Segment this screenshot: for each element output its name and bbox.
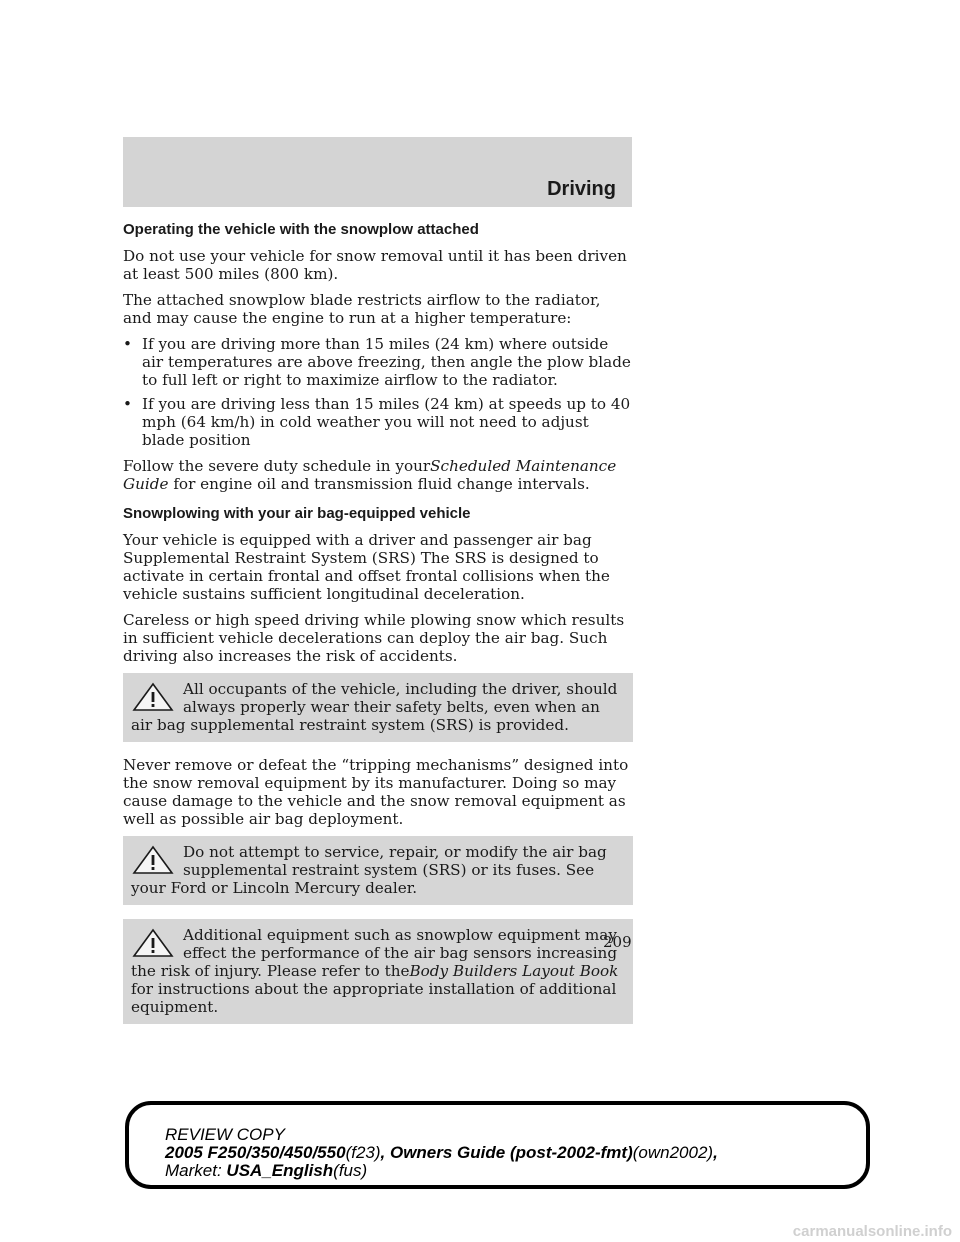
warning-triangle-icon <box>131 682 179 712</box>
market-value: USA_English <box>226 1161 334 1180</box>
paragraph: Do not use your vehicle for snow removal until it has been driven at least 500 miles (800 km). <box>123 247 627 283</box>
footer-text <box>165 1126 718 1180</box>
paragraph <box>123 457 633 493</box>
review-copy-label: REVIEW COPY <box>165 1125 285 1144</box>
market-label: Market: <box>165 1161 222 1180</box>
model-name: 2005 F250/350/450/550 <box>165 1143 346 1162</box>
warning-box <box>123 836 633 905</box>
paragraph: Never remove or defeat the “tripping mechanisms” designed into the snow removal equipment by its manufacturer. Doing so may cause damage to the vehicle and the snow removal equipment as well as possible air bag deployment. <box>123 756 629 828</box>
paragraph: The attached snowplow blade restricts airflow to the radiator, and may cause the engine to run at a higher temperature: <box>123 291 601 327</box>
warning-text: for instructions about the appropriate installation of additional equipment. <box>131 980 617 1016</box>
paragraph: Careless or high speed driving while plowing snow which results in sufficient vehicle decelerations can deploy the air bag. Such driving also increases the risk of accidents. <box>123 611 625 665</box>
bullet-icon: • <box>123 335 132 353</box>
warning-text: Additional equipment such as snowplow equipment may effect the performance of the air bag sensors increasing the risk of injury. Please refer to the <box>131 926 618 980</box>
section-title: Driving <box>547 178 616 200</box>
separator: , <box>713 1143 718 1162</box>
warning-triangle-icon <box>131 928 179 958</box>
header-band <box>123 137 632 207</box>
warning-triangle-icon <box>131 845 179 875</box>
warning-text: All occupants of the vehicle, including the driver, should always properly wear their safety belts, even when an air bag supplemental restraint system (SRS) is provided. <box>131 680 618 734</box>
section-heading-airbag: Snowplowing with your air bag-equipped vehicle <box>123 505 471 522</box>
page-number: 209 <box>603 933 632 951</box>
paragraph: Your vehicle is equipped with a driver and passenger air bag Supplemental Restraint System (SRS) The SRS is designed to activate in certain frontal and offset frontal collisions when the vehicle sustains sufficient longitudinal deceleration. <box>123 531 610 603</box>
list-item-text: If you are driving more than 15 miles (24 km) where outside air temperatures are above freezing, then angle the plow blade to full left or right to maximize airflow to the radiator. <box>142 335 631 389</box>
watermark: carmanualsonline.info <box>792 1223 952 1240</box>
guide-reference: Scheduled Maintenance Guide <box>123 457 617 493</box>
paragraph-text: Follow the severe duty schedule in your <box>123 457 431 475</box>
model-code: (f23) <box>345 1143 381 1162</box>
guide-code: (own2002) <box>632 1143 714 1162</box>
market-line <box>165 1162 718 1180</box>
list-item-text: If you are driving less than 15 miles (24 km) at speeds up to 40 mph (64 km/h) in cold weather you will not need to adjust blade position <box>142 395 631 449</box>
bullet-list <box>123 335 633 449</box>
bullet-icon: • <box>123 395 132 413</box>
section-heading-snowplow: Operating the vehicle with the snowplow attached <box>123 221 479 238</box>
guide-name: , Owners Guide (post-2002-fmt) <box>380 1143 633 1162</box>
warning-text: Do not attempt to service, repair, or modify the air bag supplemental restraint system (SRS) or its fuses. See your Ford or Lincoln Mercury dealer. <box>131 843 607 897</box>
market-code: (fus) <box>333 1161 368 1180</box>
warning-box <box>123 673 633 742</box>
publication-line <box>165 1144 718 1162</box>
paragraph-text: for engine oil and transmission fluid change intervals. <box>173 475 590 493</box>
page-content <box>123 221 633 1038</box>
list-item <box>123 335 633 389</box>
book-reference: Body Builders Layout Book <box>409 962 619 980</box>
list-item <box>123 395 633 449</box>
warning-box <box>123 919 633 1024</box>
